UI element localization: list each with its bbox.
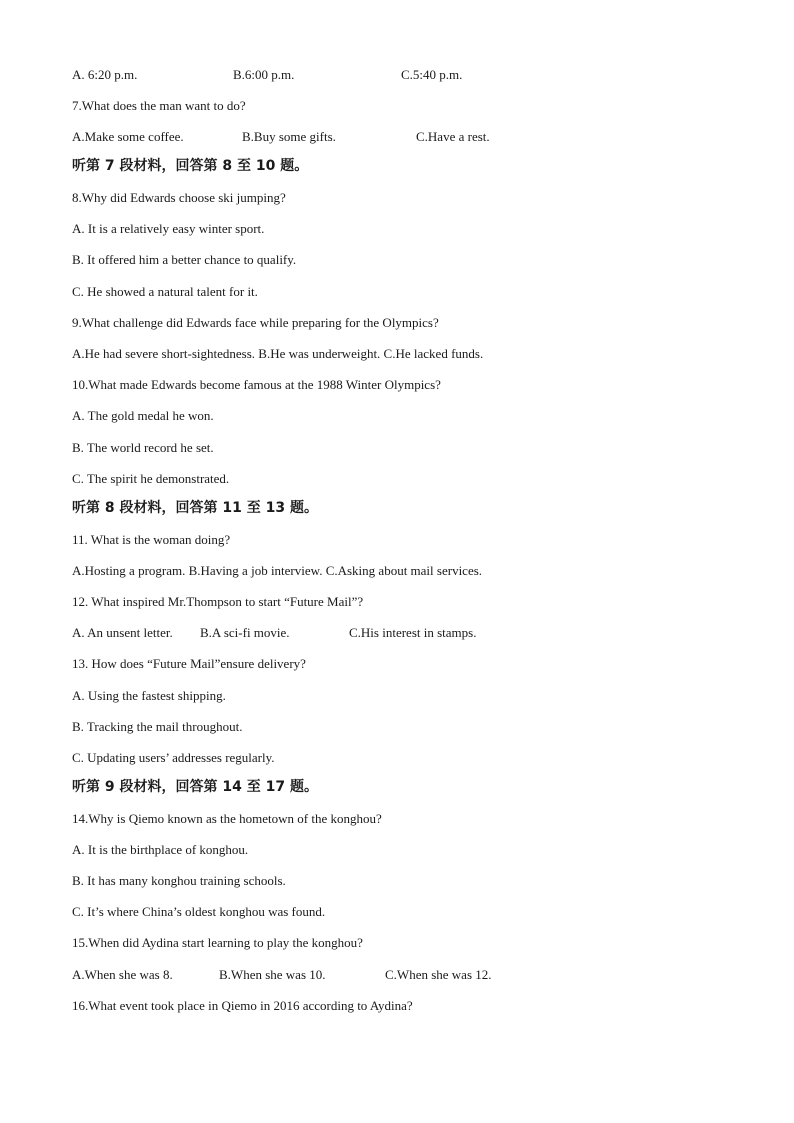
question-7: 7.What does the man want to do? [72,98,246,113]
question-16: 16.What event took place in Qiemo in 2016 according to Aydina? [72,998,413,1013]
q13-option-c: C. Updating users’ addresses regularly. [72,750,275,765]
q6-option-c: C.5:40 p.m. [401,67,463,82]
section-9-heading: 听第 9 段材料，回答第 14 至 17 题。 [72,779,318,795]
q14-option-c: C. It’s where China’s oldest konghou was found. [72,904,326,919]
q10-option-b: B. The world record he set. [72,440,214,455]
q7-option-c: C.Have a rest. [416,129,490,144]
q10-option-c: C. The spirit he demonstrated. [72,471,230,486]
q12-option-b: B.A sci-fi movie. [200,625,290,640]
q9-options: A.He had severe short-sightedness. B.He was underweight. C.He lacked funds. [72,346,484,361]
q12-option-c: C.His interest in stamps. [349,625,477,640]
q8-option-c: C. He showed a natural talent for it. [72,284,258,299]
question-9: 9.What challenge did Edwards face while preparing for the Olympics? [72,315,439,330]
q8-option-b: B. It offered him a better chance to qualify. [72,252,297,267]
q13-option-a: A. Using the fastest shipping. [72,688,226,703]
question-12: 12. What inspired Mr.Thompson to start “Future Mail”? [72,594,364,609]
q6-option-a: A. 6:20 p.m. [72,67,138,82]
question-10: 10.What made Edwards become famous at the 1988 Winter Olympics? [72,377,441,392]
q8-option-a: A. It is a relatively easy winter sport. [72,221,265,236]
q7-option-a: A.Make some coffee. [72,129,184,144]
section-7-heading: 听第 7 段材料，回答第 8 至 10 题。 [72,158,309,174]
question-15: 15.When did Aydina start learning to play the konghou? [72,935,363,950]
question-13: 13. How does “Future Mail”ensure delivery? [72,656,306,671]
question-14: 14.Why is Qiemo known as the hometown of the konghou? [72,811,382,826]
q15-option-a: A.When she was 8. [72,967,173,982]
q12-option-a: A. An unsent letter. [72,625,173,640]
section-8-heading: 听第 8 段材料，回答第 11 至 13 题。 [72,500,318,516]
q14-option-b: B. It has many konghou training schools. [72,873,286,888]
q10-option-a: A. The gold medal he won. [72,408,214,423]
q11-options: A.Hosting a program. B.Having a job interview. C.Asking about mail services. [72,563,483,578]
q15-option-b: B.When she was 10. [219,967,326,982]
q13-option-b: B. Tracking the mail throughout. [72,719,243,734]
q15-option-c: C.When she was 12. [385,967,492,982]
q6-option-b: B.6:00 p.m. [233,67,295,82]
q7-option-b: B.Buy some gifts. [242,129,336,144]
question-11: 11. What is the woman doing? [72,532,231,547]
q14-option-a: A. It is the birthplace of konghou. [72,842,249,857]
question-8: 8.Why did Edwards choose ski jumping? [72,190,286,205]
